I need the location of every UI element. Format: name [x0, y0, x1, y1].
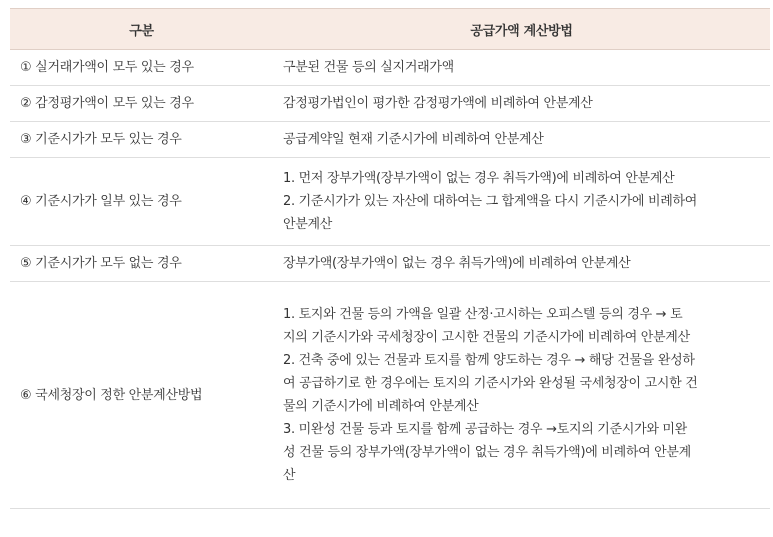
- method-line: 물의 기준시가에 비례하여 안분계산: [283, 399, 479, 414]
- method-line: 여 공급하기로 한 경우에는 토지의 기준시가와 완성될 국세청장이 고시한 건: [283, 376, 698, 391]
- header-row: [10, 9, 770, 50]
- method-line: 1. 토지와 건물 등의 가액을 일괄 산정·고시하는 오피스텔 등의 경우 → 토: [283, 307, 683, 322]
- table-row: [10, 158, 770, 246]
- table-row: [10, 246, 770, 282]
- row-method: [273, 122, 770, 158]
- method-line: 구분된 건물 등의 실지거래가액: [283, 60, 454, 75]
- row-condition: ① 실거래가액이 모두 있는 경우: [10, 50, 273, 86]
- row-method: [273, 86, 770, 122]
- method-line: 2. 건축 중에 있는 건물과 토지를 함께 양도하는 경우 → 해당 건물을 완성하: [283, 353, 695, 368]
- row-method: [273, 158, 770, 246]
- method-line: 3. 미완성 건물 등과 토지를 함께 공급하는 경우 →토지의 기준시가와 미완: [283, 422, 687, 437]
- row-condition: ⑥ 국세청장이 정한 안분계산방법: [10, 282, 273, 509]
- row-condition: ⑤ 기준시가가 모두 없는 경우: [10, 246, 273, 282]
- table-row: [10, 50, 770, 86]
- row-condition: ④ 기준시가가 일부 있는 경우: [10, 158, 273, 246]
- row-condition: ③ 기준시가가 모두 있는 경우: [10, 122, 273, 158]
- table-row: [10, 86, 770, 122]
- method-line: 산: [283, 468, 296, 483]
- row-method: [273, 282, 770, 509]
- method-line: 지의 기준시가와 국세청장이 고시한 건물의 기준시가에 비례하여 안분계산: [283, 330, 690, 345]
- header-category: 구분: [10, 9, 273, 50]
- header-calculation-method: 공급가액 계산방법: [273, 9, 770, 50]
- row-method: [273, 246, 770, 282]
- method-line: 장부가액(장부가액이 없는 경우 취득가액)에 비례하여 안분계산: [283, 256, 631, 271]
- row-condition: ② 감정평가액이 모두 있는 경우: [10, 86, 273, 122]
- method-line: 공급계약일 현재 기준시가에 비례하여 안분계산: [283, 132, 544, 147]
- table-row: [10, 122, 770, 158]
- method-line: 안분계산: [283, 217, 333, 232]
- method-line: 감정평가법인이 평가한 감정평가액에 비례하여 안분계산: [283, 96, 593, 111]
- table-header: [10, 9, 770, 50]
- supply-value-calculation-table: [10, 8, 770, 509]
- method-line: 1. 먼저 장부가액(장부가액이 없는 경우 취득가액)에 비례하여 안분계산: [283, 171, 675, 186]
- row-method: [273, 50, 770, 86]
- method-line: 2. 기준시가가 있는 자산에 대하여는 그 합계액을 다시 기준시가에 비례하여: [283, 194, 698, 209]
- method-line: 성 건물 등의 장부가액(장부가액이 없는 경우 취득가액)에 비례하여 안분계: [283, 445, 691, 460]
- table-row: [10, 282, 770, 509]
